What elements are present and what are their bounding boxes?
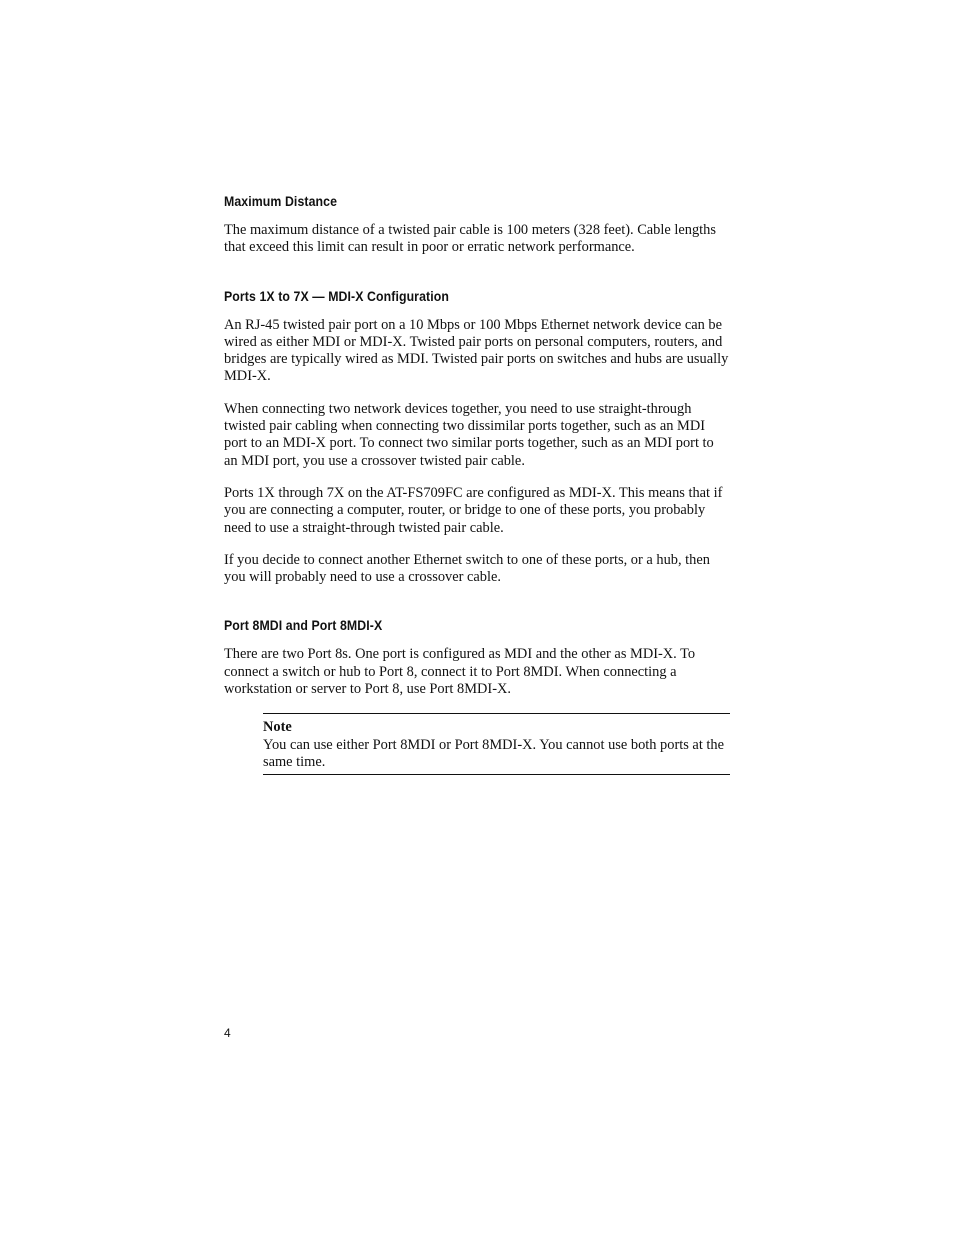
section-heading: Ports 1X to 7X — MDI-X Configuration — [224, 287, 449, 304]
note-box — [263, 713, 730, 775]
paragraph: The maximum distance of a twisted pair cable is 100 meters (328 feet). Cable lengths that exceed this limit can result in poor or erratic network performance. — [224, 222, 716, 256]
paragraph: Ports 1X through 7X on the AT-FS709FC are configured as MDI-X. This means that if you are connecting a computer, router, or bridge to one of these ports, you probably need to use a straight-through twisted pair cable. — [224, 484, 723, 536]
section-maximum-distance — [224, 192, 730, 257]
paragraph: When connecting two network devices together, you need to use straight-through twisted pair cabling when connecting two dissimilar ports together, such as an MDI port to an MDI-X port. To connect two similar ports together, such as an MDI port to an MDI port, you use a crossover twisted pair cable. — [224, 400, 714, 469]
section-port-8 — [224, 616, 730, 775]
page-number: 4 — [224, 1026, 231, 1040]
paragraph: If you decide to connect another Ethernet switch to one of these ports, or a hub, then you will probably need to use a crossover cable. — [224, 551, 710, 586]
section-heading: Port 8MDI and Port 8MDI-X — [224, 617, 383, 634]
note-title: Note — [263, 719, 292, 736]
section-heading: Maximum Distance — [224, 193, 338, 209]
section-mdi-x-configuration — [224, 287, 730, 587]
page-content — [224, 192, 730, 805]
paragraph: An RJ-45 twisted pair port on a 10 Mbps or 100 Mbps Ethernet network device can be wired as either MDI or MDI-X. Twisted pair ports on personal computers, routers, and bridges are typically wired as MDI. Twisted pair ports on switches and hubs are usually MDI-X. — [224, 316, 729, 385]
note-text: You can use either Port 8MDI or Port 8MDI-X. You cannot use both ports at the same time. — [263, 736, 724, 770]
paragraph: There are two Port 8s. One port is configured as MDI and the other as MDI-X. To connect a switch or hub to Port 8, connect it to Port 8MDI. When connecting a workstation or server to Port 8, use Port 8MDI-X. — [224, 646, 696, 698]
